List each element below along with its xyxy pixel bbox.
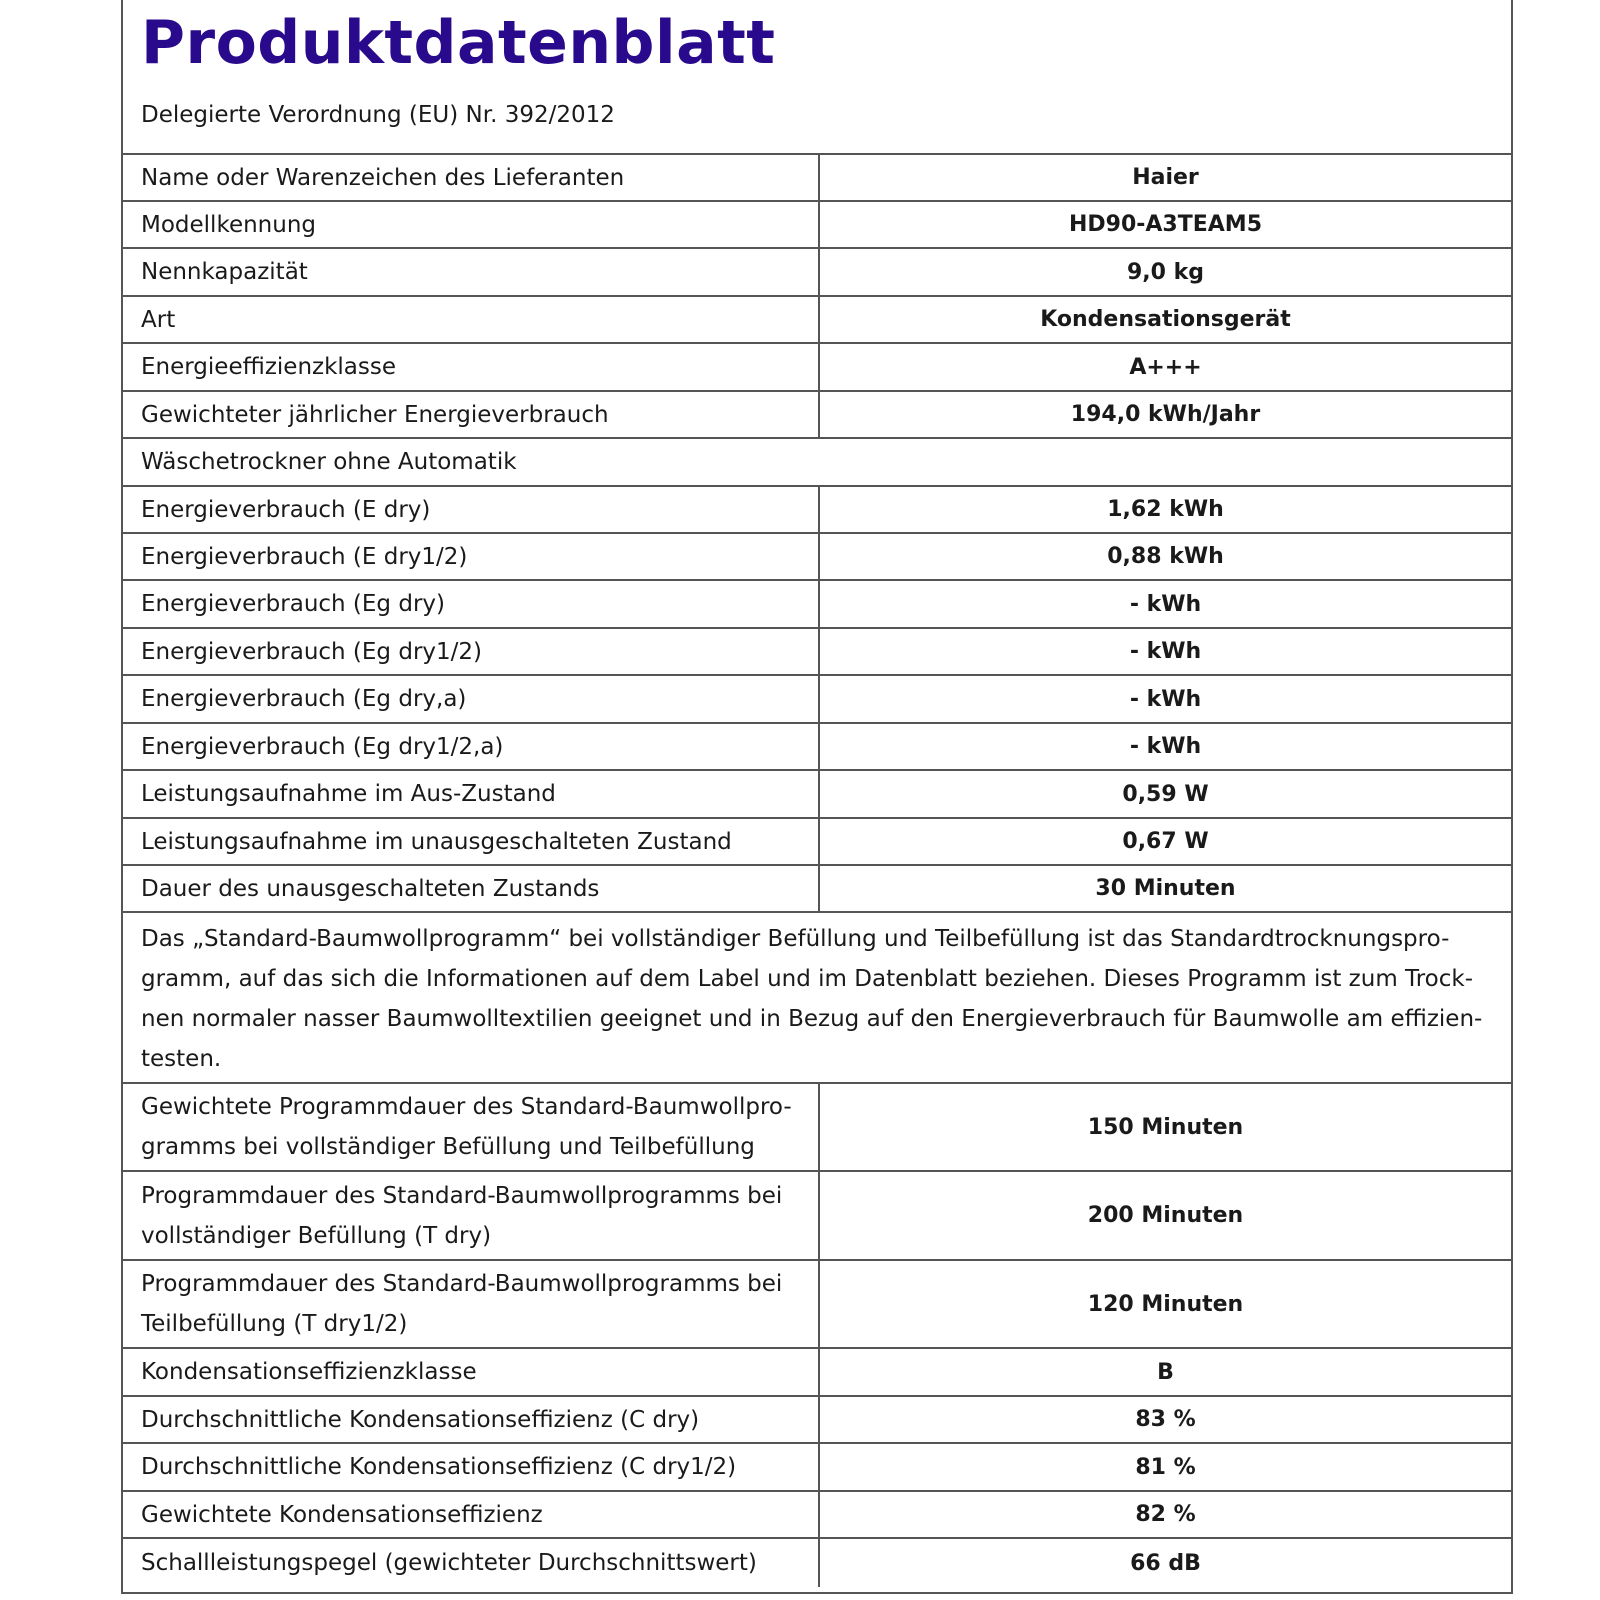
table-row <box>123 771 1511 819</box>
table-row <box>123 629 1511 676</box>
row-value: - kWh <box>1129 686 1202 712</box>
row-label: Gewichteter jährlicher Energieverbrauch <box>123 392 820 437</box>
row-value: - kWh <box>1129 734 1202 759</box>
table-row <box>123 1084 1511 1172</box>
row-value: 83 % <box>1135 1407 1196 1432</box>
row-label: Durchschnittliche Kondensationseffizienz (C dry1/2) <box>123 1444 820 1490</box>
regulation-subtitle: Delegierte Verordnung (EU) Nr. 392/2012 <box>141 102 615 128</box>
row-label: Energieeffizienzklasse <box>123 344 820 390</box>
row-value: 81 % <box>1135 1454 1196 1480</box>
table-row <box>123 155 1511 202</box>
table-row <box>123 1349 1511 1397</box>
row-value: Haier <box>1132 165 1199 190</box>
row-label: Leistungsaufnahme im Aus-Zustand <box>123 771 820 817</box>
row-label: Gewichtete Programmdauer des Standard-Baumwollpro-gramms bei vollständiger Befüllung und Teilbefüllung <box>123 1084 820 1170</box>
table-row <box>123 866 1511 913</box>
table-row <box>123 1492 1511 1539</box>
row-label: Energieverbrauch (Eg dry,a) <box>123 676 820 722</box>
table-row <box>123 1539 1511 1587</box>
row-value: - kWh <box>1129 639 1202 664</box>
table-row <box>123 581 1511 629</box>
table-row <box>123 1444 1511 1492</box>
row-label: Energieverbrauch (Eg dry1/2,a) <box>123 724 820 769</box>
row-value: 9,0 kg <box>1126 259 1204 285</box>
row-value: 66 dB <box>1130 1550 1201 1576</box>
standard-program-description: Das „Standard-Baumwollprogramm“ bei vollständiger Befüllung und Teilbefüllung ist das Standardtrocknungspro-gramm, auf das sich die Informationen auf dem Label und im Datenblatt beziehen. Dieses Programm ist zum Trock-nen normaler nasser Baumwolltextilien geeignet und in Bezug auf den Energieverbrauch für Baumwolle am effizien-testen. <box>123 913 1511 1084</box>
row-value: Kondensationsgerät <box>1040 307 1291 332</box>
row-label: Energieverbrauch (E dry) <box>123 487 820 532</box>
row-value: 82 % <box>1135 1502 1196 1527</box>
row-value: 194,0 kWh/Jahr <box>1070 402 1261 427</box>
table-row <box>123 1172 1511 1261</box>
row-label: Modellkennung <box>123 202 820 247</box>
row-label: Dauer des unausgeschalteten Zustands <box>123 866 820 911</box>
row-label: Durchschnittliche Kondensationseffizienz (C dry) <box>123 1397 820 1442</box>
row-value: 0,67 W <box>1122 829 1209 854</box>
row-value: 200 Minuten <box>1087 1203 1244 1228</box>
row-label: Energieverbrauch (Eg dry) <box>123 581 820 627</box>
table-row <box>123 676 1511 724</box>
table-row <box>123 297 1511 344</box>
row-value: B <box>1157 1359 1174 1385</box>
section-label: Wäschetrockner ohne Automatik <box>123 439 1511 487</box>
row-value: 120 Minuten <box>1087 1291 1244 1317</box>
row-value: 0,88 kWh <box>1107 544 1224 569</box>
row-label: Kondensationseffizienzklasse <box>123 1349 820 1395</box>
row-label: Energieverbrauch (E dry1/2) <box>123 534 820 579</box>
row-label: Name oder Warenzeichen des Lieferanten <box>123 155 820 200</box>
row-value: 0,59 W <box>1122 781 1209 807</box>
row-label: Art <box>123 297 820 342</box>
table-row <box>123 1397 1511 1444</box>
row-label: Programmdauer des Standard-Baumwollprogramms bei Teilbefüllung (T dry1/2) <box>123 1261 820 1347</box>
table-row <box>123 249 1511 297</box>
table-row <box>123 202 1511 249</box>
row-value: - kWh <box>1129 591 1202 617</box>
row-label: Leistungsaufnahme im unausgeschalteten Zustand <box>123 819 820 864</box>
row-value: 150 Minuten <box>1087 1114 1244 1140</box>
row-label: Gewichtete Kondensationseffizienz <box>123 1492 820 1537</box>
row-value: 1,62 kWh <box>1107 497 1224 522</box>
row-label: Nennkapazität <box>123 249 820 295</box>
row-value: A+++ <box>1129 354 1202 380</box>
table-row <box>123 724 1511 771</box>
table-row <box>123 534 1511 581</box>
page-title: Produktdatenblatt <box>141 8 776 78</box>
table-row <box>123 392 1511 439</box>
row-value: 30 Minuten <box>1095 876 1236 901</box>
row-label: Programmdauer des Standard-Baumwollprogramms bei vollständiger Befüllung (T dry) <box>123 1172 820 1259</box>
table-row <box>123 344 1511 392</box>
table-row <box>123 1261 1511 1349</box>
product-data-sheet <box>121 0 1513 1594</box>
table-row <box>123 819 1511 866</box>
sheet-header <box>123 0 1511 155</box>
row-value: HD90-A3TEAM5 <box>1068 212 1262 237</box>
row-label: Schallleistungspegel (gewichteter Durchschnittswert) <box>123 1539 820 1587</box>
row-label: Energieverbrauch (Eg dry1/2) <box>123 629 820 674</box>
table-row <box>123 487 1511 534</box>
